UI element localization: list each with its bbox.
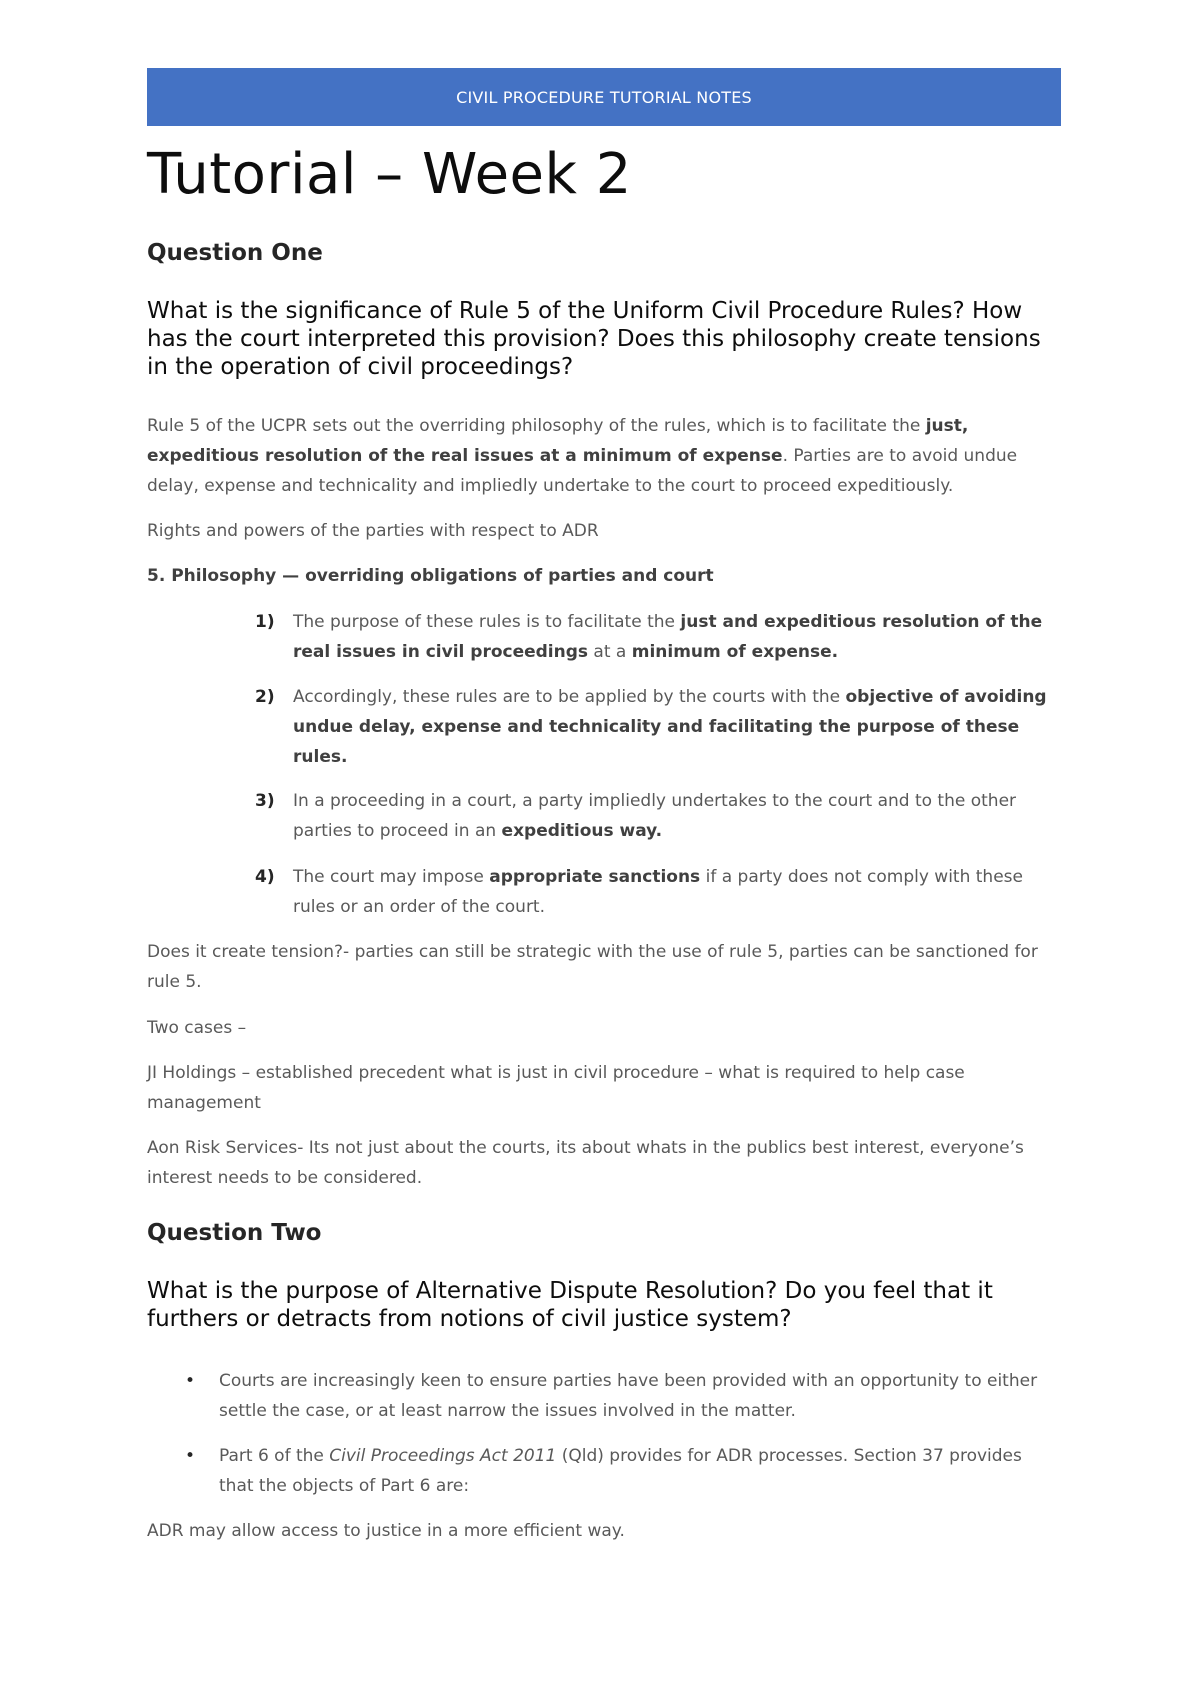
paragraph-tension: Does it create tension?- parties can still be strategic with the use of rule 5, parties can be sanctioned for rule 5. [147, 942, 1038, 992]
question-one-prompt: What is the significance of Rule 5 of the Uniform Civil Procedure Rules? How has the court interpreted this provision? Does this philosophy create tensions in the operation of civil proceedings? [147, 298, 1041, 380]
paragraph-adr-access: ADR may allow access to justice in a more efficient way. [147, 1521, 625, 1541]
numbered-item [255, 786, 1061, 846]
italic-run: Civil Proceedings Act 2011 [329, 1446, 557, 1466]
bold-run: just and expeditious resolution of the real issues in civil proceedings [293, 612, 1043, 662]
bullet-text: Courts are increasingly keen to ensure parties have been provided with an opportunity to either settle the case, or at least narrow the issues involved in the matter. [219, 1371, 1038, 1421]
header-band [147, 68, 1061, 126]
numbered-item [255, 682, 1061, 772]
text-run: In a proceeding in a court, a party impliedly undertakes to the court and to the other parties to proceed in an [293, 791, 1017, 841]
bullet-item [185, 1366, 1061, 1426]
bullet-item [185, 1441, 1061, 1501]
rule-5-heading [147, 561, 1061, 591]
text-run: if a party does not comply with these rules or an order of the court. [293, 867, 1023, 917]
item-number: 2) [255, 687, 275, 707]
question-two-heading: Question Two [147, 1220, 322, 1246]
bullet-marker: • [185, 1371, 196, 1391]
text-run: (Qld) provides for ADR processes. Section 37 provides that the objects of Part 6 are: [219, 1446, 1022, 1496]
bold-run: 5. Philosophy — overriding obligations of parties and court [147, 566, 714, 586]
question-one-heading: Question One [147, 240, 323, 266]
bold-run: just, expeditious resolution of the real issues at a minimum of expense [147, 416, 969, 466]
bold-run: minimum of expense. [631, 642, 839, 662]
text-run: . Parties are to avoid undue delay, expense and technicality and impliedly undertake to the court to proceed expeditiously. [147, 446, 1018, 496]
item-number: 3) [255, 791, 275, 811]
text-run: Accordingly, these rules are to be applied by the courts with the [293, 687, 846, 707]
paragraph-aon-risk: Aon Risk Services- Its not just about the courts, its about whats in the publics best interest, everyone’s interest needs to be considered. [147, 1138, 1024, 1188]
paragraph-ji-holdings: JI Holdings – established precedent what is just in civil procedure – what is required to help case management [147, 1063, 965, 1113]
bullet-marker: • [185, 1446, 196, 1466]
numbered-item [255, 607, 1061, 667]
text-run: Rule 5 of the UCPR sets out the overriding philosophy of the rules, which is to facilitate the [147, 416, 926, 436]
text-run: The purpose of these rules is to facilitate the [293, 612, 681, 632]
bold-run: expeditious way. [501, 821, 663, 841]
text-run: at a [588, 642, 632, 662]
item-number: 4) [255, 867, 275, 887]
paragraph-rule5-summary [147, 411, 1061, 501]
bold-run: appropriate sanctions [489, 867, 701, 887]
numbered-item [255, 862, 1061, 922]
bold-run: objective of avoiding undue delay, expense and technicality and facilitating the purpose of these rules. [293, 687, 1047, 767]
paragraph-two-cases: Two cases – [147, 1018, 247, 1038]
text-run: Part 6 of the [219, 1446, 330, 1466]
page-title: Tutorial – Week 2 [147, 142, 632, 207]
text-run: The court may impose [293, 867, 490, 887]
paragraph-rights-powers: Rights and powers of the parties with respect to ADR [147, 521, 599, 541]
item-number: 1) [255, 612, 275, 632]
header-band-text: CIVIL PROCEDURE TUTORIAL NOTES [456, 87, 752, 107]
question-two-prompt: What is the purpose of Alternative Dispute Resolution? Do you feel that it furthers or detracts from notions of civil justice system? [147, 1278, 993, 1332]
